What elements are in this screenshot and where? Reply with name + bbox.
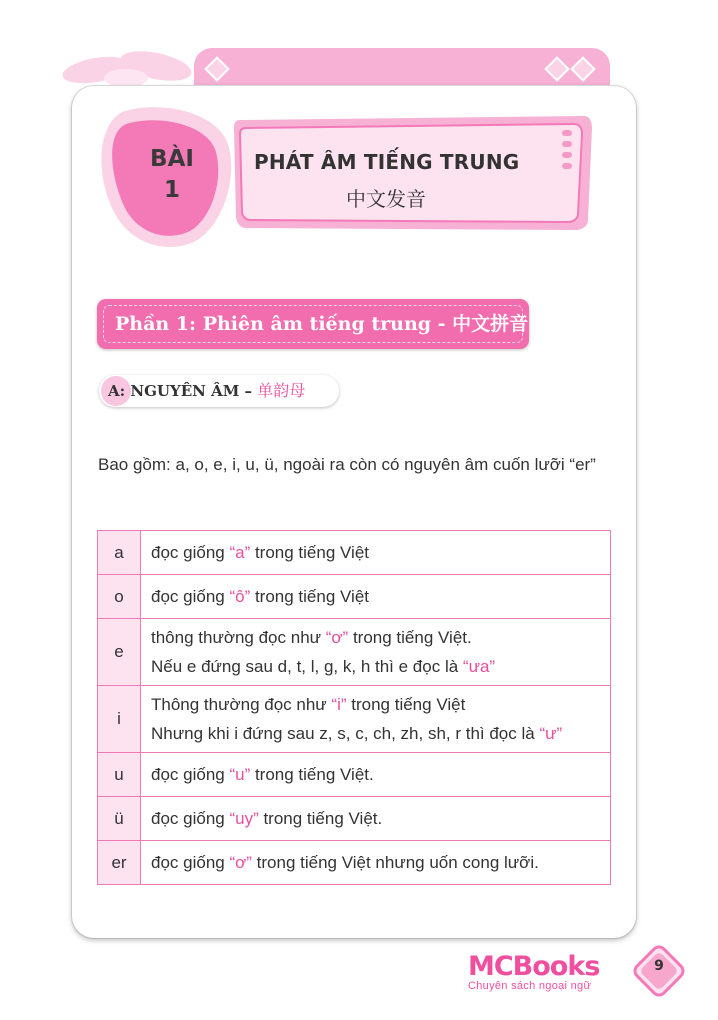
section-title: Phần 1: Phiên âm tiếng trung - 中文拼音 [115,313,529,335]
table-row [98,753,611,797]
description-text: trong tiếng Việt nhưng uốn cong lưỡi. [251,853,539,872]
intro-paragraph: Bao gồm: a, o, e, i, u, ü, ngoài ra còn có nguyên âm cuốn lưỡi “er” [98,455,596,474]
vowel-key: u [98,753,141,797]
highlighted-sound: “ơ” [325,628,349,647]
subsection-title [108,375,305,407]
description-text: đọc giống [151,765,230,784]
vowel-table [97,530,611,885]
brand-logo [468,953,599,992]
description-line [151,652,600,681]
highlighted-sound: “ơ” [229,853,252,872]
table-row [98,841,611,885]
diamond-icon [204,56,229,81]
vowel-description [141,797,611,841]
vowel-description [141,619,611,686]
subsection-label-chinese: 单韵母 [257,381,306,400]
vowel-description [141,575,611,619]
lesson-title-chinese: 中文发音 [346,187,426,211]
vowel-key: e [98,619,141,686]
description-text: trong tiếng Việt [250,587,370,606]
vowel-key: ü [98,797,141,841]
description-text: đọc giống [151,809,230,828]
description-text: Nhưng khi i đứng sau z, s, c, ch, zh, sh, r thì đọc là [151,724,540,743]
description-line [151,623,600,652]
description-line [151,690,600,719]
description-line [151,848,600,877]
vowel-key: i [98,686,141,753]
description-text: trong tiếng Việt [250,543,370,562]
highlighted-sound: “ư” [539,724,563,743]
description-text: trong tiếng Việt. [250,765,374,784]
brand-name: MCBooks [468,951,600,982]
subsection-pill [99,375,339,407]
description-line [151,804,600,833]
table-row [98,797,611,841]
title-dots-decoration [562,130,574,174]
description-text: trong tiếng Việt. [348,628,472,647]
description-text: Thông thường đọc như [151,695,332,714]
vowel-key: er [98,841,141,885]
vowel-description [141,686,611,753]
lesson-badge-label: BÀI [150,146,194,172]
vowel-description [141,753,611,797]
description-text: đọc giống [151,587,230,606]
description-text: trong tiếng Việt. [258,809,383,828]
highlighted-sound: “u” [229,765,251,784]
table-row [98,575,611,619]
table-row [98,531,611,575]
vowel-key: o [98,575,141,619]
highlighted-sound: “i” [331,695,347,714]
highlighted-sound: “a” [229,543,251,562]
description-line [151,760,600,789]
description-text: trong tiếng Việt [346,695,466,714]
lesson-title: PHÁT ÂM TIẾNG TRUNG [254,150,520,174]
description-text: thông thường đọc như [151,628,326,647]
description-text: Nếu e đứng sau d, t, l, g, k, h thì e đọc là [151,657,463,676]
section-banner [97,299,529,349]
highlighted-sound: “ô” [229,587,251,606]
description-line [151,538,600,567]
diamond-icon [570,56,595,81]
vowel-description [141,531,611,575]
subsection-label: A: NGUYÊN ÂM – [108,382,253,400]
description-line [151,582,600,611]
description-line [151,719,600,748]
description-text: đọc giống [151,543,230,562]
lesson-badge [100,144,244,206]
table-row [98,686,611,753]
highlighted-sound: “ưa” [462,657,496,676]
description-text: đọc giống [151,853,230,872]
table-row [98,619,611,686]
brand-tagline: Chuyên sách ngoại ngữ [468,980,592,992]
lesson-badge-number: 1 [163,177,180,203]
page-number: 9 [654,958,664,974]
highlighted-sound: “uy” [229,809,259,828]
vowel-key: a [98,531,141,575]
vowel-description [141,841,611,885]
diamond-icon [544,56,569,81]
